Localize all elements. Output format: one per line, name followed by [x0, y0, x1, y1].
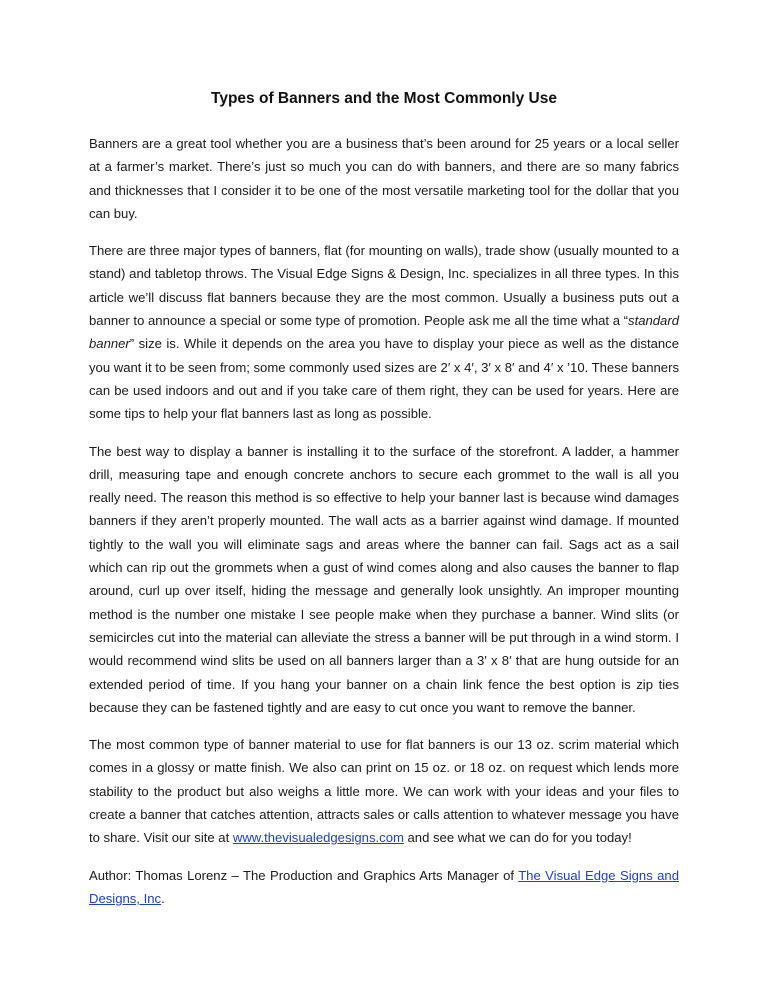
paragraph-banner-types: [89, 239, 679, 425]
author-text: Author: Thomas Lorenz – The Production and Graphics Arts Manager of: [89, 867, 519, 883]
paragraph-materials-text-b: and see what we can do for you today!: [403, 830, 632, 846]
website-link[interactable]: www.thevisualedgesigns.com: [232, 830, 404, 846]
document-body: [89, 132, 679, 924]
paragraph-banner-types-text-a: There are three major types of banners, flat (for mounting on walls), trade show (usually mounted to a stand) and tabletop throws. The Visual Edge Signs & Design, Inc. specializes in all three types. In this article we’ll discuss flat banners because they are the most common. Usually a business puts out a banner to announce a special or some type of promotion. People ask me all the time what a “: [89, 243, 679, 329]
standard-banner-emphasis: standard banner: [89, 313, 679, 352]
paragraph-materials: [89, 733, 679, 849]
paragraph-display-tips: The best way to display a banner is installing it to the surface of the storefront. A ladder, a hammer drill, measuring tape and enough concrete anchors to secure each grommet to the wall is all you really need. The reason this method is so effective to help your banner last is because wind damages banners if they aren’t properly mounted. The wall acts as a barrier against wind damage. If mounted tightly to the wall you will eliminate sags and areas where the banner can fail. Sags act as a sail which can rip out the grommets when a gust of wind comes along and also causes the banner to flap around, curl up over itself, hiding the message and generally look unsightly. An improper mounting method is the number one mistake I see people make when they purchase a banner. Wind slits (or semicircles cut into the material can alleviate the stress a banner will be put through in a wind storm. I would recommend wind slits be used on all banners larger than a 3′ x 8′ that are hung outside for an extended period of time. If you hang your banner on a chain link fence the best option is zip ties because they can be fastened tightly and are easy to cut once you want to remove the banner.: [89, 443, 679, 715]
paragraph-banner-types-text-b: ” size is. While it depends on the area you have to display your piece as well as the distance you want it to be seen from; some commonly used sizes are 2′ x 4′, 3′ x 8′ and 4′ x ’10. These banners can be used indoors and out and if you take care of them right, they can be used for years. Here are some tips to help your flat banners last as long as possible.: [89, 336, 679, 422]
author-text-end: .: [161, 890, 165, 906]
company-link[interactable]: The Visual Edge Signs and Designs, Inc: [89, 867, 679, 906]
paragraph-materials-text-a: The most common type of banner material to use for flat banners is our 13 oz. scrim material which comes in a glossy or matte finish. We also can print on 15 oz. or 18 oz. on request which lends more stability to the product but also weighs a little more. We can work with your ideas and your files to create a banner that catches attention, attracts sales or calls attention to whatever message you have to share. Visit our site at: [89, 737, 679, 846]
paragraph-intro: Banners are a great tool whether you are a business that’s been around for 25 years or a local seller at a farmer’s market. There’s just so much you can do with banners, and there are so many fabrics and thicknesses that I consider it to be one of the most versatile marketing tool for the dollar that you can buy.: [89, 136, 679, 221]
paragraph-author: [89, 864, 679, 911]
page-title: Types of Banners and the Most Commonly Use: [211, 90, 557, 107]
